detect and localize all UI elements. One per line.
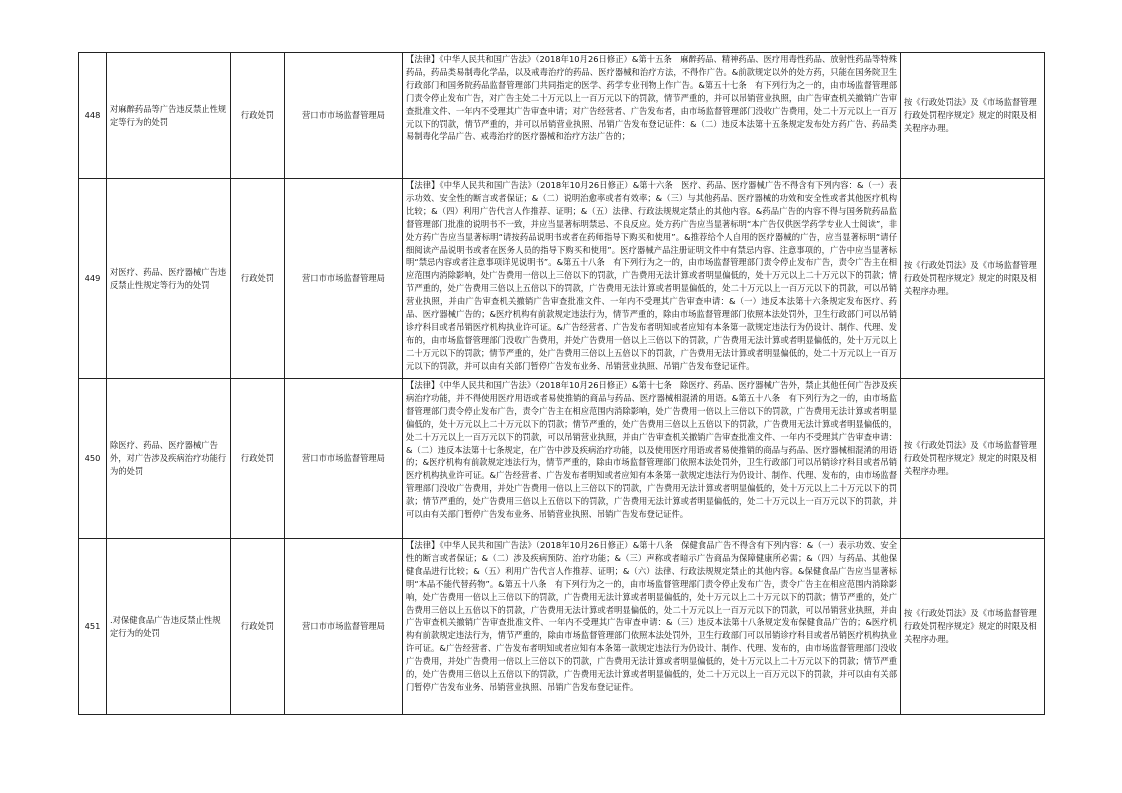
procedure: 按《行政处罚法》及《市场监督管理行政处罚程序规定》规定的时限及相关程序办理。 <box>901 379 1045 539</box>
row-index: 448 <box>79 53 107 179</box>
legal-basis <box>403 379 901 539</box>
legal-basis <box>403 539 901 715</box>
item-type: 行政处罚 <box>231 53 285 179</box>
penalty-table <box>78 52 1045 715</box>
implementing-agency: 营口市市场监督管理局 <box>285 53 403 179</box>
table-row <box>79 539 1045 715</box>
item-name: .对保健食品广告违反禁止性规定行为的处罚 <box>107 539 231 715</box>
legal-basis-text: 【法律】《中华人民共和国广告法》（2018年10月26日修正）&第十八条 保健食品广告不得含有下列内容：&（一）表示功效、安全性的断言或者保证；&（二）涉及疾病预防、治疗功能；&（三）声称或者暗示广告商品为保障健康所必需；&（四）与药品、其他保健食品进行比较；&（五）利用广告代言人作推荐、证明；&（六）法律、行政法规规定禁止的其他内容。&保健食品广告应当显著标明“本品不能代替药物”。&第五十八条 有下列行为之一的，由市场监督管理部门责令停止发布广告，责令广告主在相应范围内消除影响，处广告费用一倍以上三倍以下的罚款，广告费用无法计算或者明显偏低的，处十万元以上二十万元以下的罚款；情节严重的，处广告费用三倍以上五倍以下的罚款，广告费用无法计算或者明显偏低的，处二十万元以上一百万元以下的罚款，可以吊销营业执照，并由广告审查机关撤销广告审查批准文件、一年内不受理其广告审查申请：&（三）违反本法第十八条规定发布保健食品广告的；&医疗机构有前款规定违法行为，情节严重的，除由市场监督管理部门依照本法处罚外，卫生行政部门可以吊销诊疗科目或者吊销医疗机构执业许可证。&广告经营者、广告发布者明知或者应知有本条第一款规定违法行为仍设计、制作、代理、发布的，由市场监督管理部门没收广告费用，并处广告费用一倍以上三倍以下的罚款，广告费用无法计算或者明显偏低的，处十万元以上二十万元以下的罚款；情节严重的，处广告费用三倍以上五倍以下的罚款，广告费用无法计算或者明显偏低的，处二十万元以上一百万元以下的罚款，并可以由有关部门暂停广告发布业务、吊销营业执照、吊销广告发布登记证件。 <box>406 540 897 692</box>
implementing-agency: 营口市市场监督管理局 <box>285 179 403 379</box>
legal-basis-text: 【法律】《中华人民共和国广告法》（2018年10月26日修正）&第十六条 医疗、药品、医疗器械广告不得含有下列内容：&（一）表示功效、安全性的断言或者保证；&（二）说明治愈率或者有效率；&（三）与其他药品、医疗器械的功效和安全性或者其他医疗机构比较；&（四）利用广告代言人作推荐、证明；&（五）法律、行政法规规定禁止的其他内容。&药品广告的内容不得与国务院药品监督管理部门批准的说明书不一致，并应当显著标明禁忌、不良反应。处方药广告应当显著标明“本广告仅供医学药学专业人士阅读”，非处方药广告应当显著标明“请按药品说明书或者在药师指导下购买和使用”。&推荐给个人自用的医疗器械的广告，应当显著标明“请仔细阅读产品说明书或者在医务人员的指导下购买和使用”。医疗器械产品注册证明文件中有禁忌内容、注意事项的，广告中应当显著标明“禁忌内容或者注意事项详见说明书”。&第五十八条 有下列行为之一的，由市场监督管理部门责令停止发布广告，责令广告主在相应范围内消除影响，处广告费用一倍以上三倍以下的罚款，广告费用无法计算或者明显偏低的，处十万元以上二十万元以下的罚款；情节严重的，处广告费用三倍以上五倍以下的罚款，广告费用无法计算或者明显偏低的，处二十万元以上一百万元以下的罚款，可以吊销营业执照，并由广告审查机关撤销广告审查批准文件、一年内不受理其广告审查申请：&（一）违反本法第十六条规定发布医疗、药品、医疗器械广告的；&医疗机构有前款规定违法行为，情节严重的，除由市场监督管理部门依照本法处罚外，卫生行政部门可以吊销诊疗科目或者吊销医疗机构执业许可证。&广告经营者、广告发布者明知或者应知有本条第一款规定违法行为仍设计、制作、代理、发布的，由市场监督管理部门没收广告费用，并处广告费用一倍以上三倍以下的罚款，广告费用无法计算或者明显偏低的，处十万元以上二十万元以下的罚款；情节严重的，处广告费用三倍以上五倍以下的罚款，广告费用无法计算或者明显偏低的，处二十万元以上一百万元以下的罚款，并可以由有关部门暂停广告发布业务、吊销营业执照、吊销广告发布登记证件。 <box>406 180 897 371</box>
item-name: 对医疗、药品、医疗器械广告违反禁止性规定等行为的处罚 <box>107 179 231 379</box>
procedure: 按《行政处罚法》及《市场监督管理行政处罚程序规定》规定的时限及相关程序办理。 <box>901 539 1045 715</box>
item-type: 行政处罚 <box>231 179 285 379</box>
item-type: 行政处罚 <box>231 379 285 539</box>
legal-basis <box>403 179 901 379</box>
procedure: 按《行政处罚法》及《市场监督管理行政处罚程序规定》规定的时限及相关程序办理。 <box>901 179 1045 379</box>
implementing-agency: 营口市市场监督管理局 <box>285 539 403 715</box>
legal-basis-text: 【法律】《中华人民共和国广告法》（2018年10月26日修正）&第十七条 除医疗、药品、医疗器械广告外，禁止其他任何广告涉及疾病治疗功能，并不得使用医疗用语或者易使推销的商品与药品、医疗器械相混淆的用语。&第五十八条 有下列行为之一的，由市场监督管理部门责令停止发布广告，责令广告主在相应范围内消除影响，处广告费用一倍以上三倍以下的罚款，广告费用无法计算或者明显偏低的，处十万元以上二十万元以下的罚款；情节严重的，处广告费用三倍以上五倍以下的罚款，广告费用无法计算或者明显偏低的，处二十万元以上一百万元以下的罚款，可以吊销营业执照，并由广告审查机关撤销广告审查批准文件、一年内不受理其广告审查申请：&（二）违反本法第十七条规定，在广告中涉及疾病治疗功能，以及使用医疗用语或者易使推销的商品与药品、医疗器械相混淆的用语的；&医疗机构有前款规定违法行为，情节严重的，除由市场监督管理部门依照本法处罚外，卫生行政部门可以吊销诊疗科目或者吊销医疗机构执业许可证。&广告经营者、广告发布者明知或者应知有本条第一款规定违法行为仍设计、制作、代理、发布的，由市场监督管理部门没收广告费用，并处广告费用一倍以上三倍以下的罚款，广告费用无法计算或者明显偏低的，处十万元以上二十万元以下的罚款；情节严重的，处广告费用三倍以上五倍以下的罚款，广告费用无法计算或者明显偏低的，处二十万元以上一百万元以下的罚款，并可以由有关部门暂停广告发布业务、吊销营业执照、吊销广告发布登记证件。 <box>406 380 897 520</box>
legal-basis-text: 【法律】《中华人民共和国广告法》（2018年10月26日修正）&第十五条 麻醉药品、精神药品、医疗用毒性药品、放射性药品等特殊药品，药品类易制毒化学品，以及戒毒治疗的药品、医疗器械和治疗方法，不得作广告。&前款规定以外的处方药，只能在国务院卫生行政部门和国务院药品监督管理部门共同指定的医学、药学专业刊物上作广告。&第五十七条 有下列行为之一的，由市场监督管理部门责令停止发布广告，对广告主处二十万元以上一百万元以下的罚款，情节严重的，并可以吊销营业执照，由广告审查机关撤销广告审查批准文件、一年内不受理其广告审查申请；对广告经营者、广告发布者，由市场监督管理部门没收广告费用，处二十万元以上一百万元以下的罚款，情节严重的，并可以吊销营业执照、吊销广告发布登记证件：&（二）违反本法第十五条规定发布处方药广告、药品类易制毒化学品广告、戒毒治疗的医疗器械和治疗方法广告的； <box>406 54 897 142</box>
item-name: 对麻醉药品等广告违反禁止性规定等行为的处罚 <box>107 53 231 179</box>
row-index: 450 <box>79 379 107 539</box>
item-type: 行政处罚 <box>231 539 285 715</box>
table-row <box>79 179 1045 379</box>
implementing-agency: 营口市市场监督管理局 <box>285 379 403 539</box>
procedure: 按《行政处罚法》及《市场监督管理行政处罚程序规定》规定的时限及相关程序办理。 <box>901 53 1045 179</box>
legal-basis <box>403 53 901 179</box>
row-index: 449 <box>79 179 107 379</box>
row-index: 451 <box>79 539 107 715</box>
table-row <box>79 53 1045 179</box>
table-row <box>79 379 1045 539</box>
item-name: 除医疗、药品、医疗器械广告外，对广告涉及疾病治疗功能行为的处罚 <box>107 379 231 539</box>
